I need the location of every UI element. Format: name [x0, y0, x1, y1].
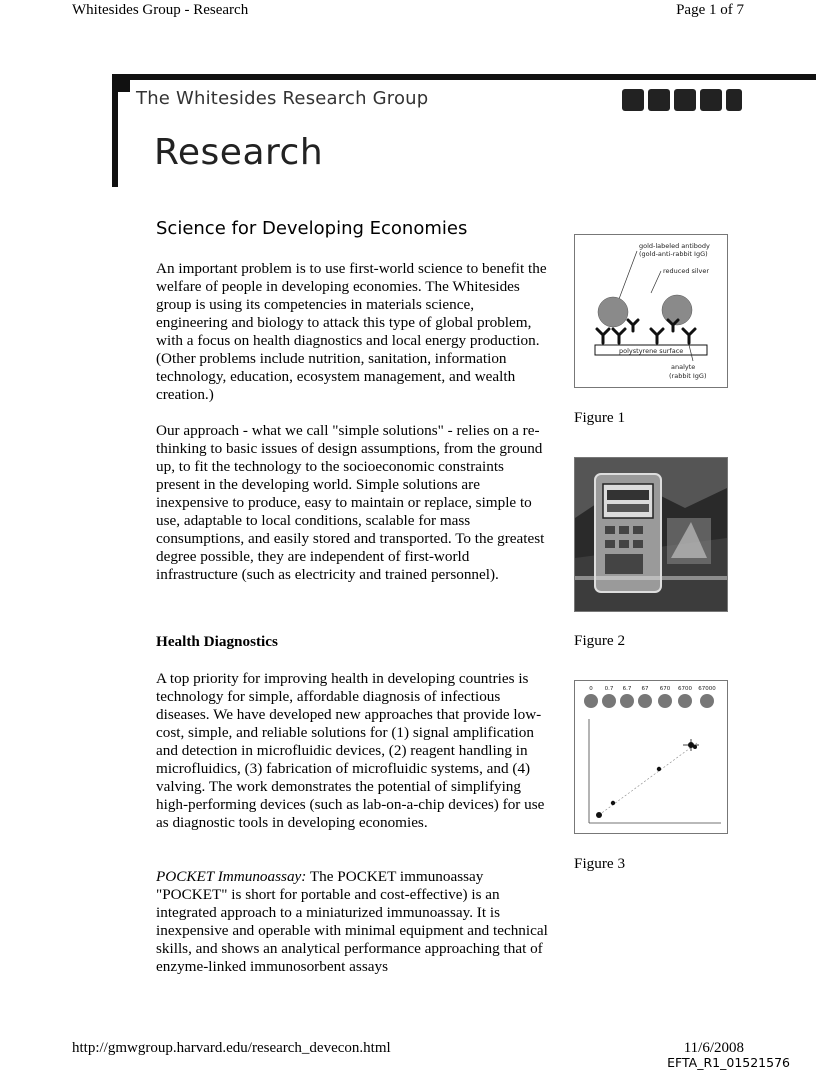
- banner-square: [674, 89, 696, 111]
- figure-3-image: [574, 680, 728, 834]
- fig3-data-point: [657, 767, 661, 771]
- document-id: EFTA_R1_01521576: [667, 1055, 790, 1070]
- banner-square: [622, 89, 644, 111]
- device-display: [603, 484, 653, 518]
- figure-2-caption: Figure 2: [574, 632, 626, 649]
- assay-spot: [602, 694, 616, 708]
- banner-square: [726, 89, 742, 111]
- fig3-conc-label: 67: [641, 686, 649, 692]
- fig3-conc-label: 67000: [698, 686, 716, 692]
- footer-url: http://gmwgroup.harvard.edu/research_devecon.html: [72, 1040, 391, 1056]
- footer-date: 11/6/2008: [683, 1040, 744, 1056]
- banner-squares: [622, 89, 742, 111]
- banner-square: [648, 89, 670, 111]
- pocket-label: POCKET Immunoassay:: [156, 868, 307, 885]
- figure-3-caption: Figure 3: [574, 855, 626, 872]
- fig1-label-antibody-2: (gold-anti-rabbit IgG): [639, 250, 708, 258]
- fig3-conc-label: 670: [659, 686, 671, 692]
- intro-paragraph: An important problem is to use first-world science to benefit the welfare of people in developing economies. The Whitesides group is using its competencies in materials science, engineering and biology to attack this type of global problem, with a focus on health diagnostics and local energy production. (Other problems include nutrition, sanitation, information technology, education, ecosystem management, and wealth creation.): [156, 260, 547, 403]
- fig1-label-surface: polystyrene surface: [619, 347, 684, 355]
- group-name-logo: The Whitesides Research Group: [136, 88, 429, 109]
- pocket-paragraph: [156, 868, 548, 976]
- page-title: Research: [154, 132, 324, 173]
- print-header-page: Page 1 of 7: [676, 2, 744, 18]
- figure-2-image: [574, 457, 728, 612]
- fig1-label-silver: reduced silver: [663, 267, 710, 275]
- health-diagnostics-heading: Health Diagnostics: [156, 633, 278, 650]
- assay-spot: [620, 694, 634, 708]
- assay-spot: [678, 694, 692, 708]
- approach-paragraph: Our approach - what we call "simple solutions" - relies on a re-thinking to basic issues of design assumptions, from the ground up, to fit the technology to the socioeconomic constraints present in the developing world. Simple solutions are inexpensive to produce, easy to maintain or replace, simple to use, adaptable to local conditions, scalable for mass consumptions, and easily stored and transported. To the greatest degree possible, they are independent of first-world infrastructure (such as electricity and trained personnel).: [156, 422, 545, 583]
- figure-1-caption: Figure 1: [574, 409, 626, 426]
- assay-spot: [584, 694, 598, 708]
- fig1-label-analyte-2: (rabbit IgG): [669, 372, 707, 380]
- fig3-data-point: [611, 801, 615, 805]
- assay-spot: [700, 694, 714, 708]
- fig3-conc-label: 0: [589, 686, 593, 692]
- fig3-conc-label: 6.7: [622, 686, 632, 692]
- figure-1-image: [574, 234, 728, 388]
- fig3-data-point: [596, 812, 602, 818]
- banner-square: [700, 89, 722, 111]
- print-header-title: Whitesides Group - Research: [72, 2, 249, 18]
- fig3-conc-label: 0.7: [604, 686, 614, 692]
- assay-spot: [658, 694, 672, 708]
- banner-bar: [112, 74, 816, 80]
- fig1-label-antibody: gold-labeled antibody: [639, 242, 710, 250]
- fig1-label-analyte: analyte: [671, 363, 696, 371]
- fig3-conc-label: 6700: [678, 686, 692, 692]
- gold-particle: [598, 297, 628, 327]
- assay-spot: [638, 694, 652, 708]
- pocket-text: The POCKET immunoassay "POCKET" is short for portable and cost-effective) is an integrated approach to a miniaturized immunoassay. It is inexpensive and operable with minimal equipment and technical skills, and shows an analytical performance approaching that of enzyme-linked immunosorbent assays: [156, 868, 548, 975]
- section-title: Science for Developing Economies: [156, 218, 468, 239]
- health-paragraph: A top priority for improving health in developing countries is technology for simple, affordable diagnosis of infectious diseases. We have developed new approaches that provide low-cost, simple, and reliable solutions for (1) signal amplification and detection in microfluidic devices, (2) reagent handling in microfluidics, (3) fabrication of microfluidic systems, and (4) valving. The work demonstrates the potential of simplifying high-performing devices (such as lab-on-a-chip devices) for use as diagnostic tools in developing economies.: [156, 670, 545, 831]
- fig3-data-point: [693, 745, 697, 749]
